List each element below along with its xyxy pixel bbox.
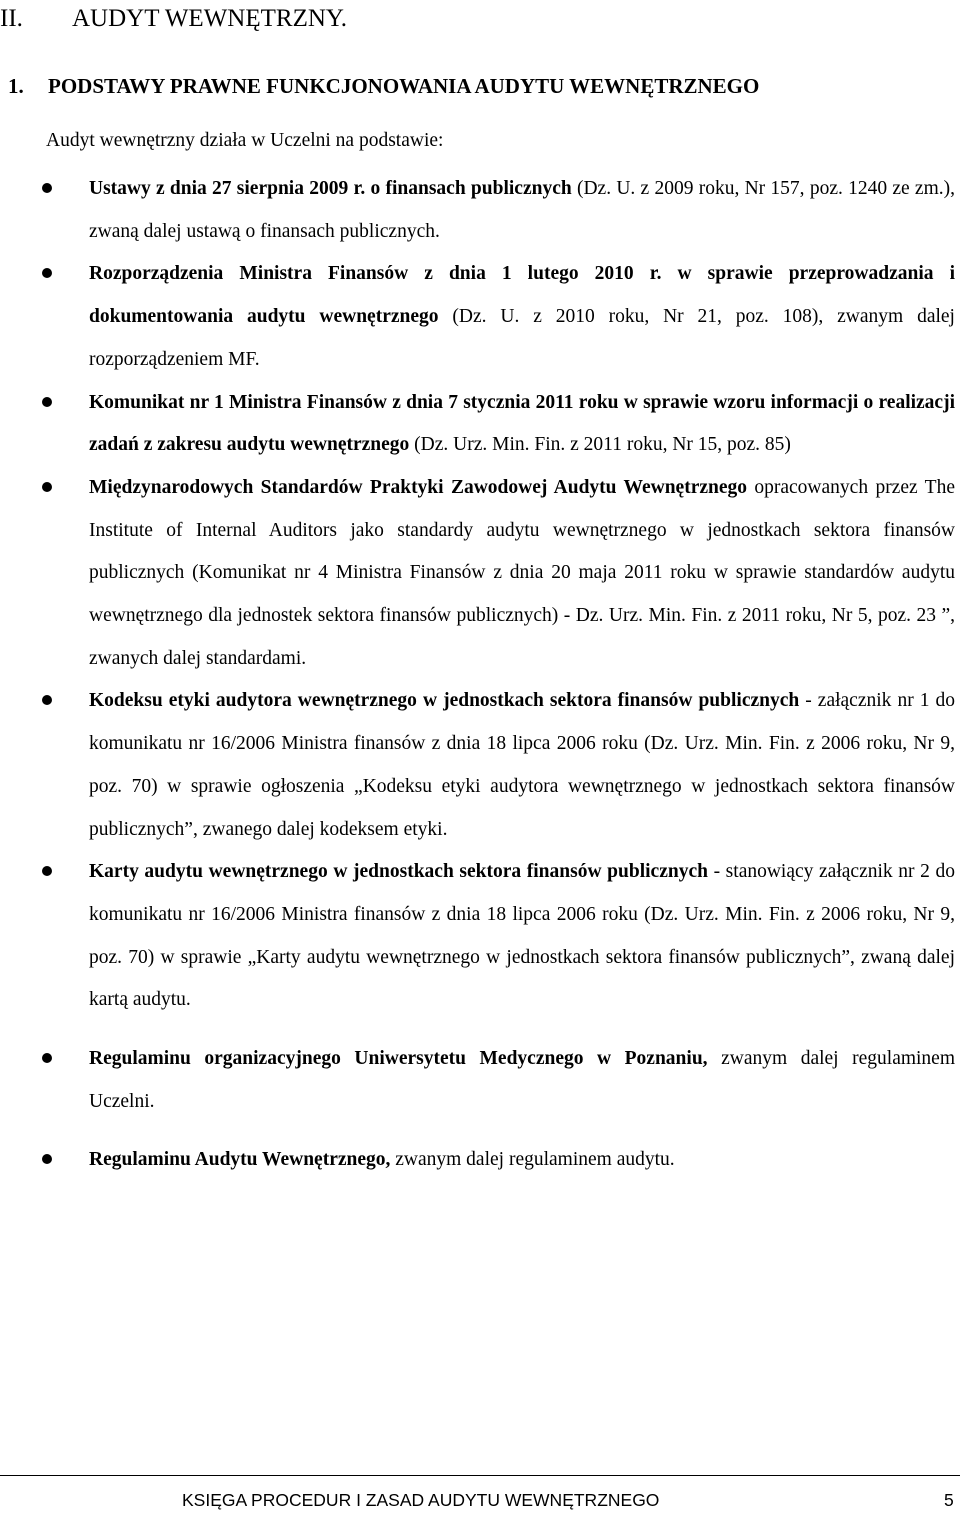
bullet-icon: [42, 695, 52, 705]
item-title: Regulaminu Audytu Wewnętrznego,: [89, 1149, 391, 1171]
section-heading: [8, 73, 759, 99]
item-text: - stanowiący załącznik nr 2 do komunikatu nr 16/2006 Ministra finansów z dnia 18 lipca 2006 roku (Dz. Urz. Min. Fin. z 2006 roku, Nr 9, poz. 70) w sprawie „Karty audytu wewnętrznego w jednostkach sektora finansów publicznych”, zwaną dalej kartą audytu.: [89, 861, 955, 1011]
item-title: Komunikat nr 1 Ministra Finansów z dnia 7 stycznia 2011 roku w sprawie wzoru informacji o realizacji zadań z zakresu audytu wewnętrznego: [89, 391, 955, 456]
item-title: Karty audytu wewnętrznego w jednostkach sektora finansów publicznych: [89, 861, 708, 883]
list-item: [0, 851, 955, 1022]
bullet-icon: [42, 397, 52, 407]
item-text: - załącznik nr 1 do komunikatu nr 16/2006 Ministra finansów z dnia 18 lipca 2006 roku (Dz. Urz. Min. Fin. z 2006 roku, Nr 9, poz. 70) w sprawie ogłoszenia „Kodeksu etyki audytora wewnętrznego w jednostkach sektora finansów publicznych”, zwanego dalej kodeksem etyki.: [89, 690, 956, 840]
list-item: [0, 168, 955, 253]
list-item: [0, 467, 955, 681]
chapter-title: AUDYT WEWNĘTRZNY.: [72, 5, 347, 32]
footer-rule: [0, 1475, 960, 1476]
item-text: (Dz. U. z 2010 roku, Nr 21, poz. 108), zwanym dalej rozporządzeniem MF.: [89, 306, 955, 370]
chapter-heading: [0, 3, 347, 35]
item-text: (Dz. U. z 2009 roku, Nr 157, poz. 1240 ze zm.), zwaną dalej ustawą o finansach publicznych.: [89, 178, 955, 242]
item-text: opracowanych przez The Institute of Internal Auditors jako standardy audytu wewnętrznego w jednostkach sektora finansów publicznych (Komunikat nr 4 Ministra Finansów z dnia 20 maja 2011 roku w sprawie standardów audytu wewnętrznego dla jednostek sektora finansów publicznych) - Dz. Urz. Min. Fin. z 2011 roku, Nr 5, poz. 23 ”, zwanych dalej standardami.: [89, 476, 955, 669]
item-title: Ustawy z dnia 27 sierpnia 2009 r. o finansach publicznych: [89, 178, 572, 199]
item-text: zwanym dalej regulaminem Uczelni.: [89, 1048, 956, 1112]
item-title: Regulaminu organizacyjnego Uniwersytetu Medycznego w Poznaniu,: [89, 1048, 708, 1070]
list-item: [0, 253, 955, 381]
bullet-icon: [42, 482, 52, 492]
intro-text: Audyt wewnętrzny działa w Uczelni na podstawie:: [46, 130, 444, 151]
item-title: Rozporządzenia Ministra Finansów z dnia 1 lutego 2010 r. w sprawie przeprowadzania i dokumentowania audytu wewnętrznego: [89, 263, 955, 328]
bullet-icon: [42, 268, 52, 278]
chapter-number: II.: [0, 5, 23, 32]
item-text: (Dz. Urz. Min. Fin. z 2011 roku, Nr 15, poz. 85): [409, 434, 791, 456]
item-title: Międzynarodowych Standardów Praktyki Zawodowej Audytu Wewnętrznego: [89, 476, 747, 498]
item-title: Kodeksu etyki audytora wewnętrznego w jednostkach sektora finansów publicznych: [89, 690, 800, 712]
bullet-icon: [42, 1053, 52, 1063]
bullet-icon: [42, 183, 52, 193]
list-item: [0, 1038, 955, 1123]
list-item: [0, 382, 955, 467]
bullet-icon: [42, 866, 52, 876]
bullet-icon: [42, 1154, 52, 1164]
list-item: [0, 680, 955, 851]
page-number: 5: [944, 1490, 954, 1510]
section-number: 1.: [8, 74, 24, 98]
item-text: zwanym dalej regulaminem audytu.: [390, 1149, 675, 1171]
footer-title: KSIĘGA PROCEDUR I ZASAD AUDYTU WEWNĘTRZNEGO: [182, 1490, 660, 1510]
legal-basis-list: [0, 168, 960, 1182]
section-title: PODSTAWY PRAWNE FUNKCJONOWANIA AUDYTU WEWNĘTRZNEGO: [48, 74, 760, 98]
list-item: [0, 1139, 955, 1182]
